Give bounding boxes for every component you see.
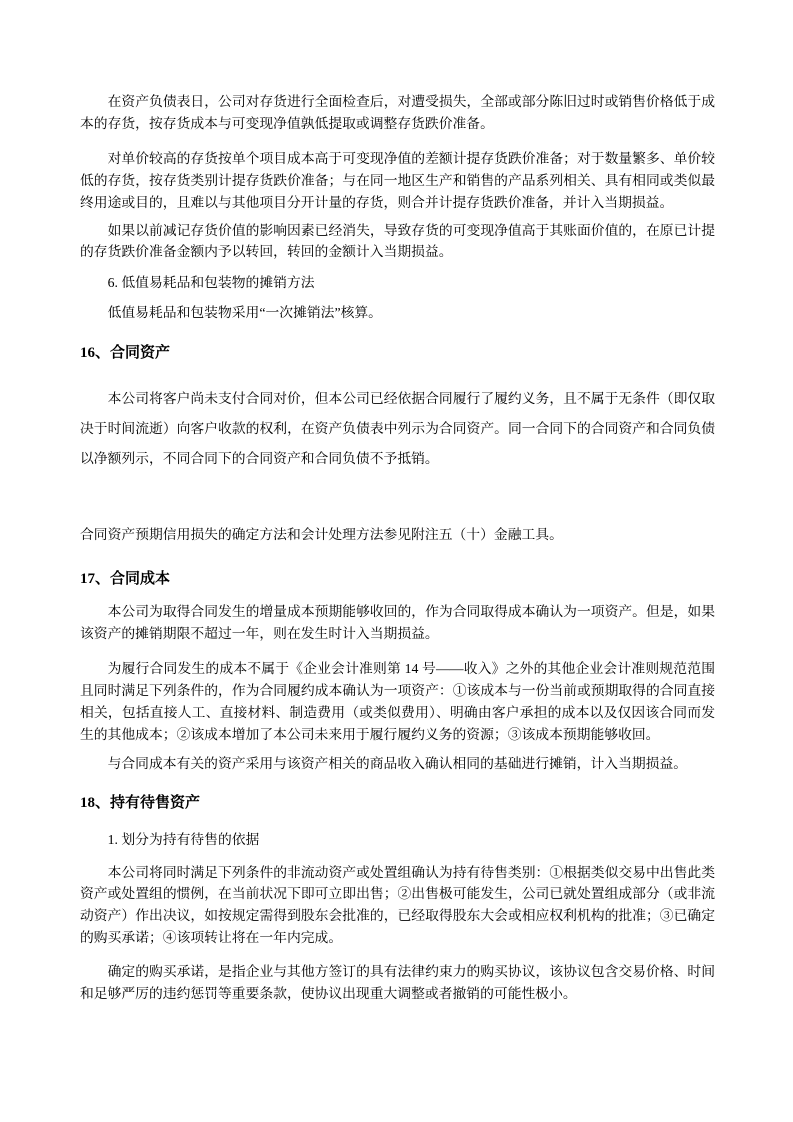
para-contract-assets-definition: 本公司将客户尚未支付合同对价，但本公司已经依据合同履行了履约义务，且不属于无条件（即仅取决于时间流逝）向客户收款的权利，在资产负债表中列示为合同资产。同一合同下的合同资产和合同负债以净额列示，不同合同下的合同资产和合同负债不予抵销。 xyxy=(80,391,715,467)
para-held-for-sale-conditions: 本公司将同时满足下列条件的非流动资产或处置组确认为持有待售类别：①根据类似交易中出售此类资产或处置组的惯例，在当前状况下即可立即出售；②出售极可能发生，公司已就处置组成部分（或非流动资产）作出决议，如按规定需得到股东会批准的，已经取得股东大会或相应权利机构的批准；③已确定的购买承诺；④该项转让将在一年内完成。 xyxy=(80,864,715,945)
para-contract-costs-amortization: 与合同成本有关的资产采用与该资产相关的商品收入确认相同的基础进行摊销，计入当期损益。 xyxy=(107,756,688,772)
para-contract-fulfillment-costs: 为履行合同发生的成本不属于《企业会计准则第 14 号——收入》之外的其他企业会计准则规范范围且同时满足下列条件的，作为合同履约成本确认为一项资产：①该成本与一份当前或预期取得的合同直接相关，包括直接人工、直接材料、制造费用（或类似费用）、明确由客户承担的成本以及仅因该合同而发生的其他成本；②该成本增加了本公司未来用于履行履约义务的资源；③该成本预期能够收回。 xyxy=(80,661,715,742)
para-firm-purchase-commitment: 确定的购买承诺，是指企业与其他方签订的具有法律约束力的购买协议，该协议包含交易价格、时间和足够严厉的违约惩罚等重要条款，使协议出现重大调整或者撤销的可能性极小。 xyxy=(80,964,715,1002)
para-contract-acquisition-costs: 本公司为取得合同发生的增量成本预期能够收回的，作为合同取得成本确认为一项资产。但是，如果该资产的摊销期限不超过一年，则在发生时计入当期损益。 xyxy=(80,604,715,641)
para-inventory-provision-method: 对单价较高的存货按单个项目成本高于可变现净值的差额计提存货跌价准备；对于数量繁多、单价较低的存货，按存货类别计提存货跌价准备；与在同一地区生产和销售的产品系列相关、具有相同或类似最终用途或目的，且难以与其他项目分开计量的存货，则合并计提存货跌价准备，并计入当期损益。 xyxy=(80,151,715,210)
subheading-held-for-sale-criteria: 1. 划分为持有待售的依据 xyxy=(107,831,260,847)
para-consumables-amortization-method: 低值易耗品和包装物采用“一次摊销法”核算。 xyxy=(107,304,382,320)
section-heading-contract-costs: 17、合同成本 xyxy=(80,571,171,588)
para-inventory-check: 在资产负债表日，公司对存货进行全面检查后，对遭受损失，全部或部分陈旧过时或销售价格低于成本的存货，按存货成本与可变现净值孰低提取或调整存货跌价准备。 xyxy=(80,94,715,131)
para-contract-assets-ecl-reference: 合同资产预期信用损失的确定方法和会计处理方法参见附注五（十）金融工具。 xyxy=(80,527,563,543)
para-inventory-provision-reversal: 如果以前减记存货价值的影响因素已经消失，导致存货的可变现净值高于其账面价值的，在原已计提的存货跌价准备金额内予以转回，转回的金额计入当期损益。 xyxy=(80,222,715,260)
section-heading-held-for-sale-assets: 18、持有待售资产 xyxy=(80,794,201,811)
item-consumables-amortization-title: 6. 低值易耗品和包装物的摊销方法 xyxy=(107,274,315,290)
section-heading-contract-assets: 16、合同资产 xyxy=(80,345,171,362)
